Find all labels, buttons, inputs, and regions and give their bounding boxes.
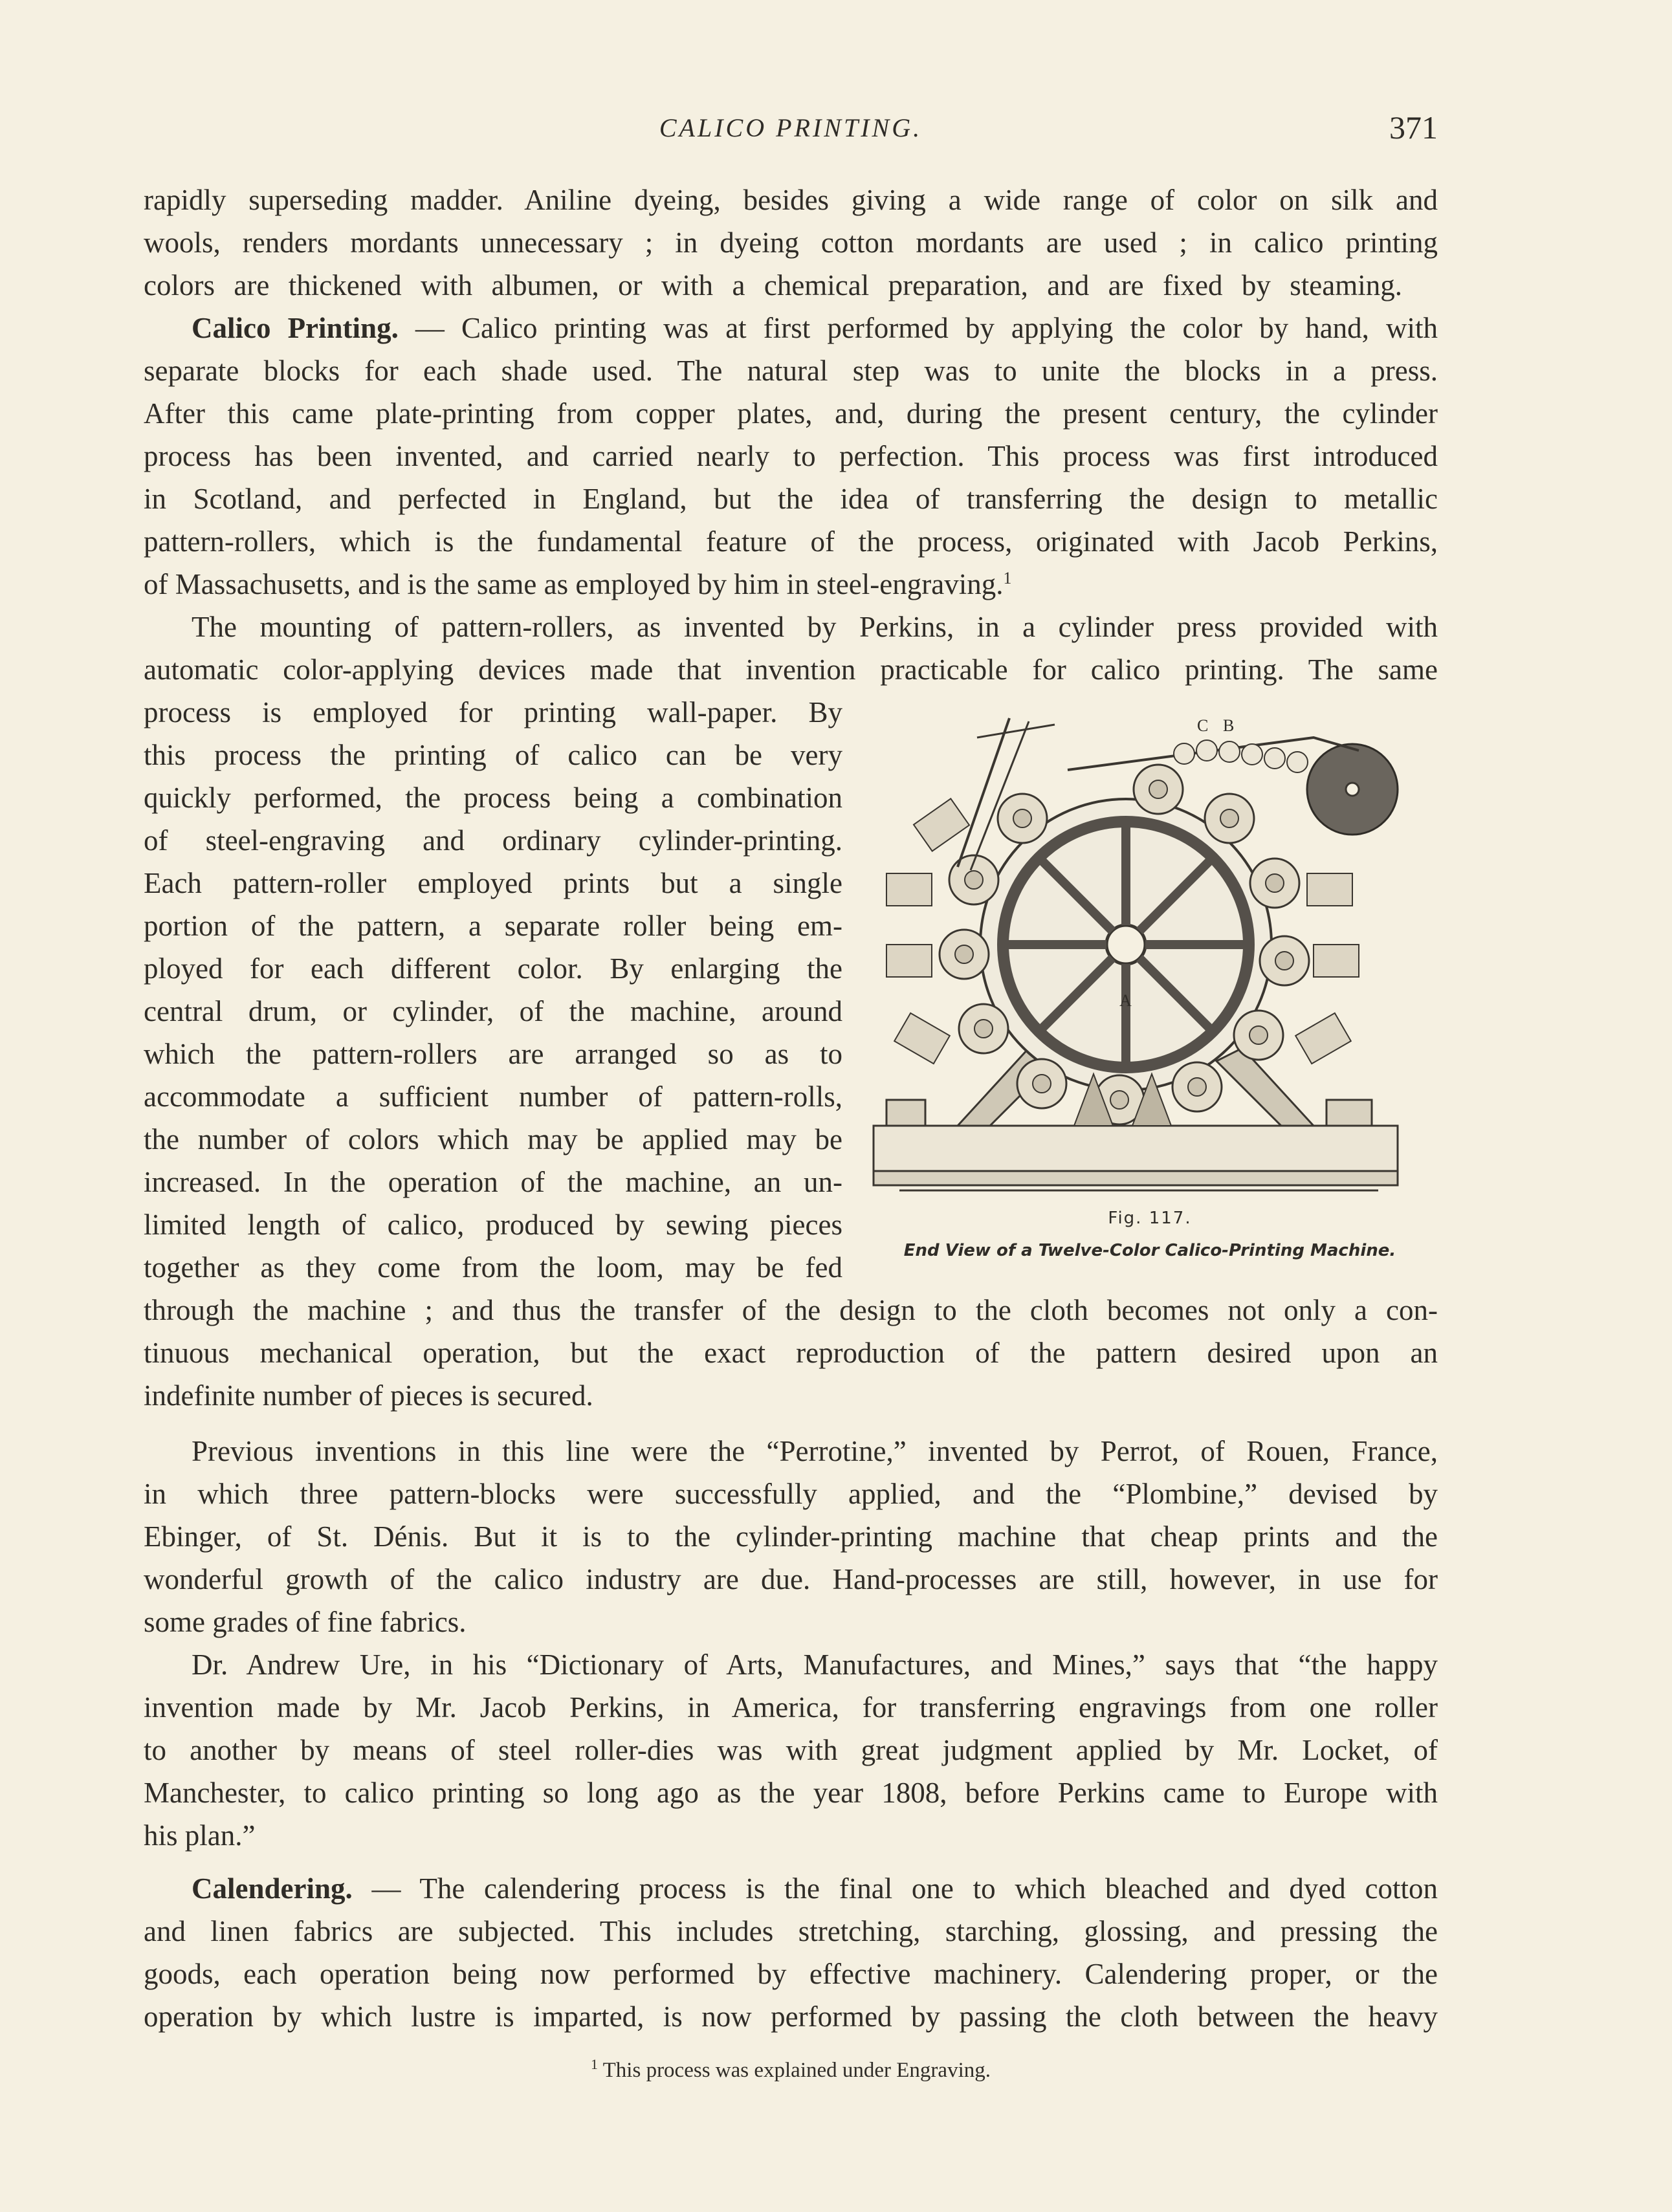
text-line bbox=[144, 1289, 1438, 1331]
text-line bbox=[144, 1515, 1438, 1558]
line-text: invention made by Mr. Jacob Perkins, in America, for transferring engravings from one roller bbox=[144, 1691, 1438, 1724]
footnote-text: This process was explained under Engraving. bbox=[598, 2059, 991, 2082]
line-text: increased. In the operation of the machine, an un- bbox=[144, 1166, 842, 1198]
label-b: B bbox=[1223, 716, 1235, 735]
running-title: CALICO PRINTING. bbox=[659, 113, 923, 142]
line-text: Manchester, to calico printing so long ago as the year 1808, before Perkins came to Europe with bbox=[144, 1777, 1438, 1809]
line-text: The mounting of pattern-rollers, as invented by Perkins, in a cylinder press provided with bbox=[192, 611, 1438, 643]
line-text: portion of the pattern, a separate roller being em- bbox=[144, 910, 842, 942]
line-text: limited length of calico, produced by sewing pieces bbox=[144, 1209, 842, 1241]
text-line bbox=[144, 179, 1438, 221]
line-text: to another by means of steel roller-dies was with great judgment applied by Mr. Locket, of bbox=[144, 1734, 1438, 1766]
line-text: wonderful growth of the calico industry are due. Hand-processes are still, however, in use for bbox=[144, 1563, 1438, 1595]
text-line bbox=[192, 606, 1438, 648]
footnote-mark: 1 bbox=[591, 2056, 598, 2072]
text-line bbox=[144, 435, 1438, 477]
text-line bbox=[144, 1995, 1438, 2038]
text-line bbox=[144, 776, 842, 819]
machine-illustration bbox=[861, 712, 1411, 1210]
figure-caption: End View of a Twelve-Color Calico-Printing Machine. bbox=[903, 1241, 1396, 1260]
line-text: tinuous mechanical operation, but the exact reproduction of the pattern desired upon an bbox=[144, 1337, 1438, 1369]
line-text: wools, renders mordants unnecessary ; in dyeing cotton mordants are used ; in calico printing bbox=[144, 226, 1438, 259]
line-text: in which three pattern-blocks were successfully applied, and the “Plombine,” devised by bbox=[144, 1478, 1438, 1510]
section-heading: Calendering. bbox=[192, 1872, 353, 1905]
text-line bbox=[144, 477, 1438, 520]
label-c: C bbox=[1197, 716, 1209, 735]
line-text: accommodate a sufficient number of pattern-rolls, bbox=[144, 1080, 842, 1113]
text-line bbox=[144, 1246, 842, 1289]
line-text: Ebinger, of St. Dénis. But it is to the cylinder-printing machine that cheap prints and the bbox=[144, 1520, 1438, 1553]
text-line bbox=[144, 1558, 1438, 1601]
text-line bbox=[144, 1075, 842, 1118]
line-text: — Calico printing was at first performed by applying the color by hand, with bbox=[398, 312, 1438, 344]
text-line bbox=[144, 392, 1438, 435]
text-line bbox=[144, 1771, 1438, 1814]
text-line bbox=[144, 1910, 1438, 1953]
line-text: process has been invented, and carried nearly to perfection. This process was first introduced bbox=[144, 440, 1438, 472]
text-line bbox=[144, 1601, 597, 1643]
text-line bbox=[192, 1643, 1438, 1686]
text-line bbox=[144, 904, 842, 947]
text-line bbox=[144, 1686, 1438, 1729]
line-text: automatic color-applying devices made that invention practicable for calico printing. The same bbox=[144, 653, 1438, 686]
line-text: through the machine ; and thus the transfer of the design to the cloth becomes not only a con- bbox=[144, 1294, 1438, 1326]
text-line bbox=[144, 1203, 842, 1246]
text-line bbox=[192, 1430, 1438, 1473]
line-text: which the pattern-rollers are arranged so as to bbox=[144, 1038, 842, 1070]
text-line bbox=[144, 1473, 1438, 1515]
line-text: Dr. Andrew Ure, in his “Dictionary of Arts, Manufactures, and Mines,” says that “the happy bbox=[192, 1648, 1438, 1681]
text-line bbox=[144, 1118, 842, 1161]
label-a: A bbox=[1119, 991, 1132, 1010]
line-text: in Scotland, and perfected in England, but the idea of transferring the design to metallic bbox=[144, 483, 1438, 515]
text-line bbox=[144, 264, 1402, 307]
line-text: quickly performed, the process being a combination bbox=[144, 782, 842, 814]
text-line bbox=[192, 307, 1438, 349]
line-text: central drum, or cylinder, of the machine, around bbox=[144, 995, 842, 1027]
footnote bbox=[144, 2056, 1438, 2083]
text-line bbox=[144, 734, 842, 776]
text-line bbox=[144, 221, 1438, 264]
line-text: Each pattern-roller employed prints but a single bbox=[144, 867, 842, 899]
text-line bbox=[144, 1161, 842, 1203]
text-line bbox=[144, 1814, 338, 1857]
line-text: rapidly superseding madder. Aniline dyeing, besides giving a wide range of color on silk and bbox=[144, 184, 1438, 216]
line-text: operation by which lustre is imparted, is now performed by passing the cloth between the heavy bbox=[144, 2000, 1438, 2033]
text-line bbox=[144, 947, 842, 990]
line-text: ployed for each different color. By enlarging the bbox=[144, 952, 842, 985]
text-line bbox=[144, 563, 1179, 606]
text-line bbox=[144, 1374, 726, 1417]
line-text: colors are thickened with albumen, or with a chemical preparation, and are fixed by steaming. bbox=[144, 269, 1402, 301]
line-text: goods, each operation being now performed by effective machinery. Calendering proper, or the bbox=[144, 1958, 1438, 1990]
line-text: process is employed for printing wall-paper. By bbox=[144, 696, 842, 728]
line-text: some grades of fine fabrics. bbox=[144, 1606, 467, 1638]
text-line bbox=[144, 1953, 1438, 1995]
line-text: his plan.” bbox=[144, 1819, 256, 1852]
line-text: — The calendering process is the final one to which bleached and dyed cotton bbox=[352, 1872, 1438, 1905]
running-head bbox=[144, 109, 1438, 154]
line-text: pattern-rollers, which is the fundamental feature of the process, originated with Jacob Perkins, bbox=[144, 525, 1438, 558]
line-text: and linen fabrics are subjected. This includes stretching, starching, glossing, and pressing the bbox=[144, 1915, 1438, 1947]
line-text: the number of colors which may be applied may be bbox=[144, 1123, 842, 1155]
text-line bbox=[144, 1729, 1438, 1771]
text-line bbox=[144, 819, 842, 862]
line-text: of steel-engraving and ordinary cylinder-printing. bbox=[144, 824, 842, 857]
footnote-ref: 1 bbox=[1003, 569, 1012, 587]
line-text: separate blocks for each shade used. The natural step was to unite the blocks in a press. bbox=[144, 355, 1438, 387]
line-text: indefinite number of pieces is secured. bbox=[144, 1379, 593, 1412]
text-line bbox=[144, 1033, 842, 1075]
line-text: Previous inventions in this line were the “Perrotine,” invented by Perrot, of Rouen, France, bbox=[192, 1435, 1438, 1467]
figure-number: Fig. 117. bbox=[1108, 1209, 1192, 1228]
line-text: this process the printing of calico can be very bbox=[144, 739, 842, 771]
line-text: of Massachusetts, and is the same as employed by him in steel-engraving. bbox=[144, 568, 1004, 600]
page-number: 371 bbox=[1389, 109, 1438, 146]
section-heading: Calico Printing. bbox=[192, 312, 399, 344]
text-line bbox=[144, 990, 842, 1033]
text-line bbox=[144, 648, 1438, 691]
text-line bbox=[192, 1867, 1438, 1910]
line-text: After this came plate-printing from copper plates, and, during the present century, the cylinder bbox=[144, 397, 1438, 430]
text-line bbox=[144, 1331, 1438, 1374]
text-line bbox=[144, 862, 842, 904]
line-text: together as they come from the loom, may be fed bbox=[144, 1251, 842, 1284]
text-line bbox=[144, 691, 842, 734]
text-line bbox=[144, 349, 1438, 392]
text-line bbox=[144, 520, 1438, 563]
